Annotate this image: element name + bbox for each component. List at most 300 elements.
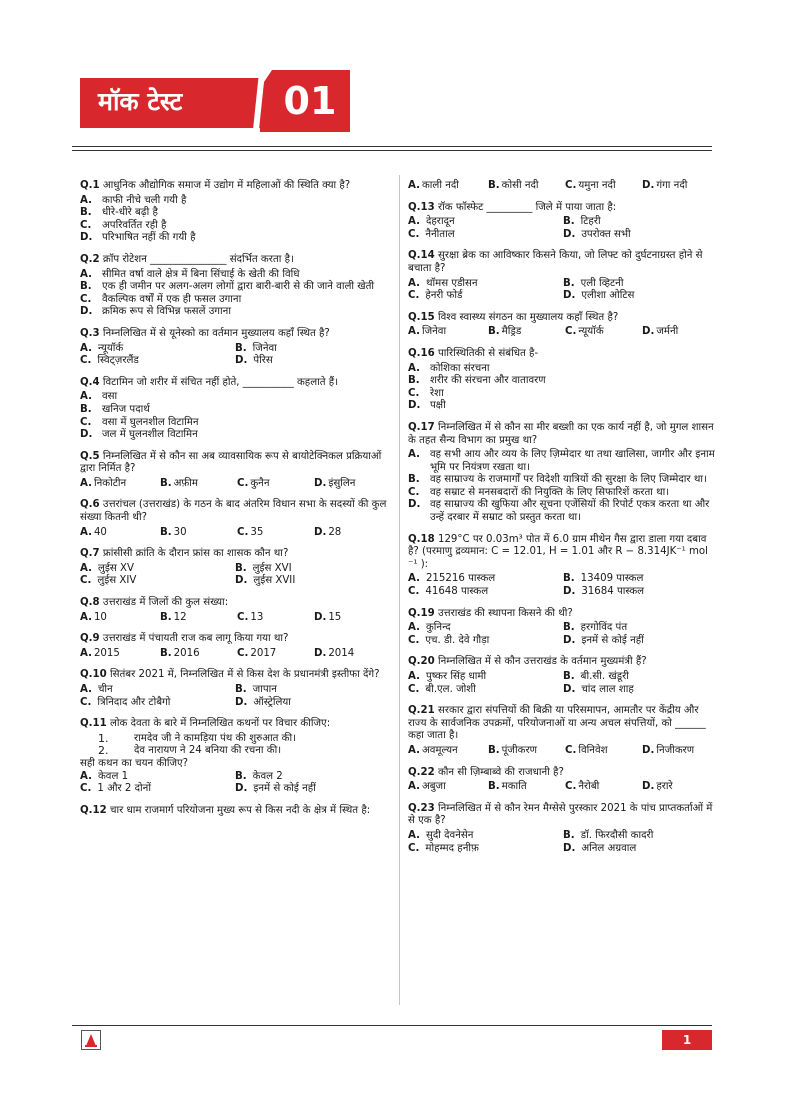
option-text: हेनरी फोर्ड: [425, 290, 463, 302]
options-group: [408, 278, 718, 303]
option-letter: D.: [314, 526, 327, 538]
option-text: अबुजा: [421, 781, 446, 793]
option-text: कोशिका संरचना: [430, 362, 490, 374]
option-letter: A.: [408, 781, 420, 793]
answer-option[interactable]: [408, 499, 718, 524]
option-letter: D.: [563, 228, 576, 240]
answer-option[interactable]: [488, 326, 565, 339]
answer-option[interactable]: [488, 180, 565, 193]
answer-option[interactable]: [235, 684, 390, 697]
option-text: कुनैन: [250, 477, 270, 489]
question-text: [408, 656, 718, 669]
option-text: वह साम्राज्य के राजमार्गों पर विदेशी यात्रियों की सुरक्षा के लिए जिम्मेदार था।: [430, 474, 707, 486]
question-text: [408, 348, 718, 361]
answer-option[interactable]: [80, 783, 235, 796]
answer-option[interactable]: [408, 290, 563, 303]
option-letter: D.: [314, 647, 327, 659]
option-text: अवमूल्यन: [421, 744, 458, 756]
options-group: [80, 648, 390, 661]
header-rule-bottom: [72, 150, 712, 151]
option-letter: A.: [80, 562, 92, 574]
option-letter: C.: [80, 219, 92, 231]
option-letter: C.: [408, 290, 420, 302]
question-block: [80, 633, 390, 660]
option-text: एक ही जमीन पर अलग-अलग लोगों द्वारा बारी-बारी से की जाने वाली खेती: [102, 281, 375, 293]
answer-option[interactable]: [642, 781, 718, 794]
option-text: चांद लाल शाह: [581, 683, 634, 695]
option-letter: B.: [563, 671, 575, 682]
answer-option[interactable]: [160, 527, 237, 540]
answer-option[interactable]: [235, 575, 390, 588]
question-text: [80, 669, 390, 682]
option-text: नैरोबी: [578, 781, 600, 793]
answer-option[interactable]: [408, 781, 488, 794]
question-number: Q.19: [408, 607, 435, 619]
question-number: Q.7: [80, 548, 100, 560]
option-text: पक्षी: [430, 400, 446, 412]
option-text: डॉ. फिरदौसी कादरी: [580, 829, 654, 841]
options-group: [80, 612, 390, 625]
question-block: [80, 499, 390, 539]
option-letter: C.: [237, 647, 249, 659]
question-stem: आधुनिक औद्योगिक समाज में उद्योग में महिलाओं की स्थिति क्या है?: [102, 180, 351, 191]
option-text: न्यूयॉर्क: [578, 326, 604, 338]
answer-option[interactable]: [80, 429, 390, 442]
question-stem: निम्नलिखित में से कौन सा अब व्यावसायिक रूप से बायोटेक्निकल प्रक्रियाओं द्वारा निर्मित है?: [80, 450, 382, 475]
option-letter: B.: [160, 477, 172, 489]
question-text: [80, 718, 390, 731]
question-text: [80, 180, 390, 193]
answer-option[interactable]: [408, 363, 718, 376]
question-text: [408, 803, 718, 828]
option-letter: B.: [563, 277, 575, 289]
answer-option[interactable]: [565, 326, 642, 339]
option-text: अपरिवर्तित रही है: [102, 219, 167, 231]
answer-option[interactable]: [80, 306, 390, 319]
question-number: Q.21: [408, 705, 435, 717]
answer-option[interactable]: [563, 622, 718, 635]
option-text: परिभाषित नहीं की गयी है: [102, 232, 196, 244]
answer-option[interactable]: [314, 612, 390, 625]
option-text: 2017: [250, 647, 277, 659]
option-letter: B.: [80, 281, 92, 293]
answer-option[interactable]: [408, 843, 563, 856]
question-text: [408, 608, 718, 621]
answer-option[interactable]: [80, 343, 235, 356]
answer-option[interactable]: [408, 586, 563, 599]
option-letter: C.: [408, 634, 420, 646]
option-letter: D.: [563, 290, 576, 302]
option-letter: A.: [408, 216, 420, 228]
question-stem: सुरक्षा ब्रेक का आविष्कार किसने किया, जो लिफ्ट को दुर्घटनाग्रस्त होने से बचाता है?: [408, 250, 703, 274]
answer-option[interactable]: [80, 220, 390, 233]
options-group: [80, 269, 390, 319]
question-stem: निम्नलिखित में से कौन रेमन मैग्सेसे पुरस्कार 2021 के पांच प्राप्तकर्ताओं में से एक है?: [408, 802, 713, 827]
option-letter: C.: [237, 477, 249, 489]
question-number: Q.11: [80, 718, 107, 730]
option-letter: A.: [80, 391, 92, 403]
option-letter: A.: [408, 829, 420, 841]
option-letter: D.: [408, 499, 421, 511]
question-number: Q.18: [408, 533, 435, 545]
answer-option[interactable]: [563, 216, 718, 229]
option-letter: D.: [563, 586, 576, 598]
answer-option[interactable]: [642, 745, 718, 758]
answer-option[interactable]: [408, 622, 563, 635]
option-letter: D.: [235, 575, 248, 587]
option-letter: D.: [80, 306, 93, 318]
answer-option[interactable]: [80, 771, 235, 784]
option-text: न्यूयॉर्क: [97, 342, 124, 354]
option-letter: B.: [488, 781, 500, 793]
option-letter: B.: [80, 403, 92, 415]
option-text: अफ़ीम: [173, 477, 199, 489]
answer-option[interactable]: [563, 229, 718, 242]
option-text: देहरादून: [425, 216, 455, 228]
answer-option[interactable]: [314, 648, 390, 661]
option-text: इंसुलिन: [328, 477, 356, 489]
option-text: 2014: [328, 647, 355, 659]
question-block: [80, 718, 390, 796]
option-letter: A.: [80, 194, 92, 206]
answer-option[interactable]: [80, 697, 235, 710]
answer-option[interactable]: [80, 417, 390, 430]
option-text: 41648 पास्कल: [425, 586, 489, 598]
option-text: वसा में घुलनशील विटामिन: [102, 416, 199, 428]
answer-option[interactable]: [160, 478, 237, 491]
answer-option[interactable]: [488, 781, 565, 794]
question-number: Q.3: [80, 327, 100, 339]
page-number: 1: [662, 1030, 712, 1050]
option-letter: A.: [80, 268, 92, 280]
option-letter: C.: [565, 744, 577, 756]
answer-option[interactable]: [408, 375, 718, 388]
question-block: [408, 803, 718, 855]
question-stem: क्रॉप रोटेशन _______________ संदर्भित करता है।: [102, 253, 294, 265]
option-letter: A.: [408, 362, 420, 374]
answer-option[interactable]: [408, 487, 718, 500]
option-text: बी.एल. जोशी: [425, 683, 476, 695]
answer-option[interactable]: [314, 527, 390, 540]
answer-option[interactable]: [80, 294, 390, 307]
option-text: 35: [250, 526, 264, 538]
question-text: [408, 422, 718, 447]
option-letter: B.: [563, 622, 575, 634]
answer-option[interactable]: [235, 355, 390, 368]
answer-option[interactable]: [408, 326, 488, 339]
question-number: Q.10: [80, 669, 107, 681]
question-stem: निम्नलिखित में से यूनेस्को का वर्तमान मुख्यालय कहाँ स्थित है?: [102, 327, 330, 339]
answer-option[interactable]: [408, 830, 563, 843]
option-text: 2016: [173, 647, 200, 659]
option-letter: D.: [642, 744, 655, 756]
option-text: 10: [93, 611, 107, 623]
option-letter: B.: [563, 829, 575, 841]
option-letter: C.: [565, 326, 577, 338]
answer-option[interactable]: [235, 783, 390, 796]
question-text: [80, 254, 390, 267]
options-group: [408, 781, 718, 794]
option-letter: A.: [408, 326, 420, 338]
answer-option[interactable]: [563, 684, 718, 697]
option-text: 15: [328, 611, 342, 623]
option-text: कोसी नदी: [501, 180, 539, 191]
answer-option[interactable]: [408, 180, 488, 193]
option-text: लुईस XVII: [253, 575, 296, 587]
question-text: [80, 597, 390, 610]
question-block: [408, 767, 718, 794]
statement-number: 1.: [98, 731, 109, 745]
option-text: खनिज पदार्थ: [102, 403, 150, 415]
option-letter: B.: [235, 562, 247, 574]
option-letter: B.: [488, 744, 500, 756]
answer-option[interactable]: [408, 635, 563, 648]
answer-option[interactable]: [565, 180, 642, 193]
answer-option[interactable]: [235, 563, 390, 576]
statement-number: 2.: [98, 744, 109, 758]
question-block: [80, 548, 390, 588]
option-letter: B.: [235, 684, 247, 695]
answer-option[interactable]: [563, 278, 718, 291]
question-block: [80, 328, 390, 368]
option-letter: C.: [565, 781, 577, 793]
option-letter: B.: [160, 647, 172, 659]
question-stem: पारिस्थितिकी से संबंधित है-: [437, 347, 539, 359]
option-letter: C.: [237, 526, 249, 538]
question-stem: सितंबर 2021 में, निम्नलिखित में से किस देश के प्रधानमंत्री इस्तीफा देंगे?: [109, 669, 380, 681]
answer-option[interactable]: [235, 697, 390, 710]
option-letter: B.: [80, 207, 92, 219]
question-block: [408, 250, 718, 302]
question-block: [408, 705, 718, 757]
answer-option[interactable]: [563, 671, 718, 684]
answer-option[interactable]: [408, 671, 563, 684]
question-text: [408, 202, 718, 215]
answer-option[interactable]: [408, 278, 563, 291]
answer-option[interactable]: [408, 216, 563, 229]
option-text: 1 और 2 दोनों: [97, 783, 151, 795]
answer-option[interactable]: [80, 527, 160, 540]
option-letter: D.: [642, 326, 655, 338]
answer-option[interactable]: [235, 771, 390, 784]
answer-option[interactable]: [80, 281, 390, 294]
answer-option[interactable]: [563, 586, 718, 599]
option-letter: C.: [80, 416, 92, 428]
question-text: [408, 312, 718, 325]
answer-option[interactable]: [408, 229, 563, 242]
answer-option[interactable]: [80, 563, 235, 576]
answer-option[interactable]: [80, 684, 235, 697]
question-stem: रॉक फॉस्फेट _________ जिले में पाया जाता है:: [437, 201, 617, 213]
answer-option[interactable]: [565, 745, 642, 758]
option-letter: A.: [408, 277, 420, 289]
answer-option[interactable]: [408, 449, 718, 474]
answer-option[interactable]: [408, 388, 718, 401]
option-text: इनमें से कोई नहीं: [581, 634, 644, 646]
option-letter: C.: [408, 486, 420, 498]
options-group: [408, 745, 718, 758]
answer-option[interactable]: [563, 635, 718, 648]
answer-option[interactable]: [563, 843, 718, 856]
option-letter: D.: [642, 180, 655, 191]
options-group: [408, 449, 718, 525]
option-letter: C.: [408, 387, 420, 399]
option-letter: C.: [80, 293, 92, 305]
option-text: पुष्कर सिंह धामी: [425, 671, 487, 682]
option-letter: D.: [642, 781, 655, 793]
option-text: हरगोविंद पंत: [580, 622, 628, 634]
option-letter: B.: [235, 342, 247, 354]
answer-option[interactable]: [80, 612, 160, 625]
question-block: [80, 377, 390, 442]
question-number: Q.17: [408, 421, 435, 433]
option-text: निजीकरण: [656, 744, 695, 756]
question-number: Q.14: [408, 250, 435, 262]
answer-option[interactable]: [80, 575, 235, 588]
question-number: Q.8: [80, 597, 100, 609]
answer-option[interactable]: [237, 612, 314, 625]
question-text: [408, 705, 718, 743]
header-rule-top: [72, 146, 712, 147]
answer-option[interactable]: [237, 478, 314, 491]
answer-option[interactable]: [80, 207, 390, 220]
question-number: Q.13: [408, 201, 435, 213]
option-letter: B.: [160, 611, 172, 623]
answer-option[interactable]: [563, 830, 718, 843]
options-group: [408, 671, 718, 696]
answer-option[interactable]: [80, 232, 390, 245]
answer-option[interactable]: [642, 180, 718, 193]
question-text: [80, 633, 390, 646]
option-letter: B.: [408, 474, 420, 486]
option-text: मोहम्मद हनीफ़: [425, 842, 479, 854]
options-group: [80, 391, 390, 441]
option-text: त्रिनिदाद और टोबैगो: [97, 696, 171, 708]
question-stem: सरकार द्वारा संपत्तियों की बिक्री या परिसमापन, आमतौर पर केंद्रीय और राज्य के सार्वजनिक उपक्रमों, परियोजनाओं या अन्य अचल संपत्तियों, को ______ कहा जाता है।: [408, 705, 706, 742]
question-block: [80, 180, 390, 245]
question-text: [80, 499, 390, 524]
answer-option[interactable]: [80, 478, 160, 491]
option-text: जिनेवा: [421, 326, 447, 338]
option-text: मकाति: [501, 781, 527, 793]
answer-option[interactable]: [80, 269, 390, 282]
answer-option[interactable]: [160, 648, 237, 661]
question-block: [408, 422, 718, 525]
answer-option[interactable]: [408, 684, 563, 697]
question-text: [408, 250, 718, 275]
question-block: [408, 312, 718, 339]
answer-option[interactable]: [563, 573, 718, 586]
question-number: Q.23: [408, 802, 435, 814]
option-text: 2015: [93, 647, 120, 659]
option-text: सुदी देवनेसेन: [425, 829, 474, 841]
question-stem: निम्नलिखित में से कौन सा मीर बख्शी का एक कार्य नहीं है, जो मुगल शासन के तहत सैन्य विभाग का प्रमुख था?: [408, 421, 714, 446]
option-text: लुईस XV: [97, 562, 134, 574]
answer-option[interactable]: [80, 648, 160, 661]
question-block: [80, 254, 390, 319]
option-letter: A.: [80, 611, 92, 623]
option-letter: A.: [408, 744, 420, 756]
answer-option[interactable]: [160, 612, 237, 625]
option-text: केवल 2: [252, 770, 283, 782]
options-group: [80, 343, 390, 368]
question-text: [408, 534, 718, 572]
answer-option[interactable]: [314, 478, 390, 491]
answer-option[interactable]: [408, 474, 718, 487]
option-letter: A.: [408, 449, 420, 461]
options-group: [408, 363, 718, 413]
question-number: Q.22: [408, 766, 435, 778]
option-text: लुईस XVI: [252, 562, 292, 574]
option-letter: D.: [314, 611, 327, 623]
option-text: सीमित वर्षा वाले क्षेत्र में बिना सिंचाई के खेती की विधि: [102, 268, 300, 280]
test-number: 01: [283, 79, 337, 123]
answer-option[interactable]: [408, 573, 563, 586]
option-text: 13409 पास्कल: [580, 573, 644, 585]
option-text: अनिल अग्रवाल: [581, 842, 637, 854]
options-group: [80, 684, 390, 709]
question-stem: निम्नलिखित में से कौन उत्तराखंड के वर्तमान मुख्यमंत्री हैं?: [437, 656, 647, 668]
options-group: [80, 563, 390, 588]
options-group: [408, 216, 718, 241]
question-block: [408, 656, 718, 696]
answer-option[interactable]: [80, 195, 390, 208]
question-block: [80, 805, 390, 818]
option-text: निकोटीन: [93, 477, 127, 489]
option-text: वसा: [102, 391, 118, 403]
answer-option[interactable]: [408, 745, 488, 758]
question-stem: लोक देवता के बारे में निम्नलिखित कथनों पर विचार कीजिए:: [109, 718, 331, 730]
answer-option[interactable]: [80, 391, 390, 404]
option-letter: A.: [408, 573, 420, 585]
option-text: बी.सी. खंडूरी: [580, 671, 629, 682]
question-text: [80, 805, 390, 818]
options-group: [80, 195, 390, 245]
question-block: [80, 451, 390, 491]
question-stem: विश्व स्वास्थ्य संगठन का मुख्यालय कहाँ स्थित है?: [437, 311, 619, 323]
answer-option[interactable]: [408, 400, 718, 413]
option-letter: B.: [235, 770, 247, 782]
option-letter: A.: [80, 526, 92, 538]
question-prompt: सही कथन का चयन कीजिए?: [80, 757, 189, 769]
question-number: Q.15: [408, 311, 435, 323]
answer-option[interactable]: [565, 781, 642, 794]
answer-option[interactable]: [488, 745, 565, 758]
answer-option[interactable]: [80, 355, 235, 368]
option-text: वह साम्राज्य की खुफिया और सूचना एजेंसियों की रिपोर्ट एकत्र करता था और उन्हें दरबार में सम्राट को प्रस्तुत करता था।: [430, 499, 710, 524]
question-number: Q.12: [80, 804, 107, 816]
option-text: हरारे: [656, 781, 673, 793]
option-text: पेरिस: [253, 355, 273, 367]
option-text: 28: [328, 526, 342, 538]
option-text: वैकल्पिक वर्षों में एक ही फसल उगाना: [102, 293, 242, 305]
option-letter: B.: [563, 216, 575, 228]
footer-rule: [72, 1025, 712, 1026]
answer-option[interactable]: [563, 290, 718, 303]
options-group: [408, 830, 718, 855]
answer-option[interactable]: [80, 404, 390, 417]
answer-option[interactable]: [237, 527, 314, 540]
statement-text: देव नारायण ने 24 बनिया की रचना की।: [134, 745, 282, 757]
option-text: क्रमिक रूप से विभिन्न फसलें उगाना: [102, 306, 231, 318]
option-text: पूंजीकरण: [501, 744, 537, 756]
answer-option[interactable]: [642, 326, 718, 339]
question-block: [408, 180, 718, 193]
option-text: काली नदी: [421, 180, 459, 191]
answer-option[interactable]: [237, 648, 314, 661]
answer-option[interactable]: [235, 343, 390, 356]
options-group: [408, 622, 718, 647]
